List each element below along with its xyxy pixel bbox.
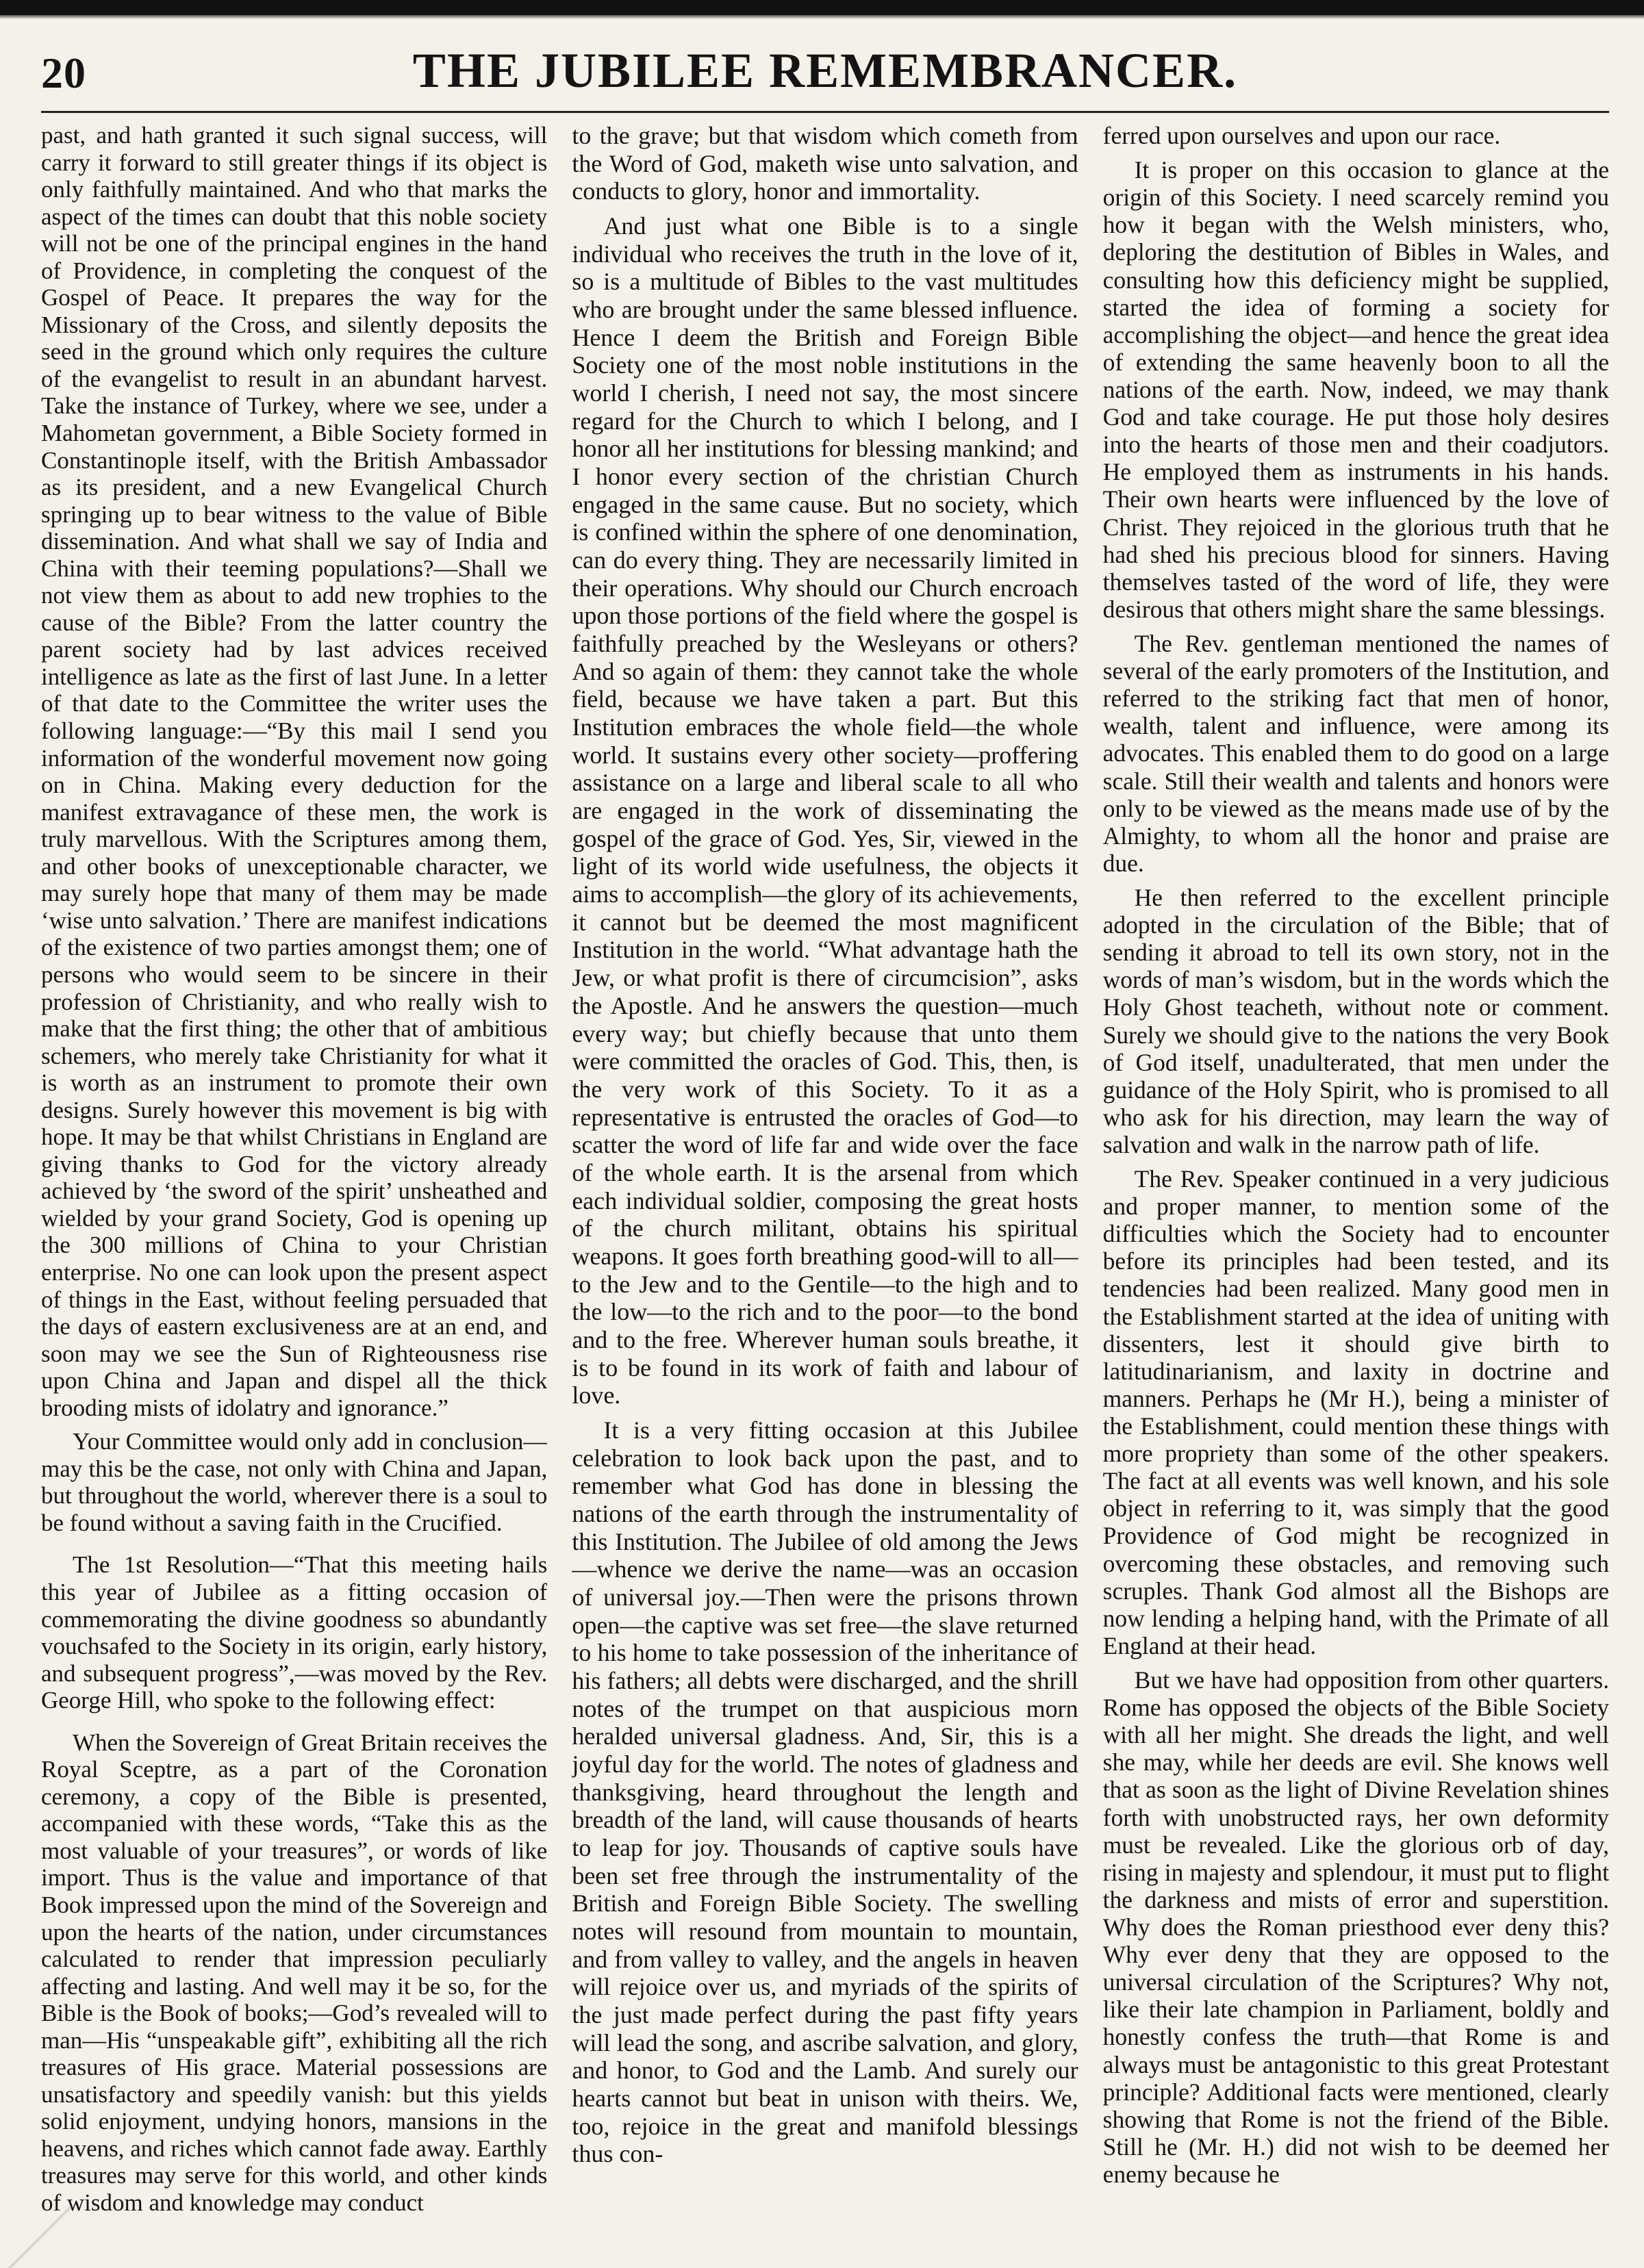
text-column-left: [41, 122, 547, 2230]
paragraph: But we have had opposition from other quarters. Rome has opposed the objects of the Bible Society with all her might. She dreads the light, and well she may, while her deeds are evil. She knows well that as soon as the light of Divine Revelation shines forth with unobstructed rays, her own deformity must be revealed. Like the glorious orb of day, rising in majesty and splendour, it must put to flight the darkness and mists of error and superstition. Why does the Roman priesthood ever deny this? Why ever deny that they are opposed to the universal circulation of the Scriptures? Why not, like their late champion in Parliament, boldly and honestly confess the truth—that Rome is and always must be antagonistic to this great Protestant principle? Additional facts were mentioned, clearly showing that Rome is not the friend of the Bible. Still he (Mr. H.) did not wish to be deemed her enemy because he: [1102, 1666, 1609, 2188]
paragraph: The 1st Resolution—“That this meeting hails this year of Jubilee as a fitting occasion of commemorating the divine goodness so abundantly vouchsafed to the Society in its origin, early history, and subsequent progress”,—was moved by the Rev. George Hill, who spoke to the following effect:: [41, 1551, 548, 1714]
paragraph: ferred upon ourselves and upon our race.: [1102, 122, 1501, 149]
page-number: 20: [41, 49, 86, 97]
paragraph: Your Committee would only add in conclusion—may this be the case, not only with China and Japan, but throughout the world, wherever there is a soul to be found without a saving faith in the Crucified.: [41, 1428, 548, 1536]
paragraph: past, and hath granted it such signal success, will carry it forward to still greater things if its object is only faithfully maintained. And who that marks the aspect of the times can doubt that this noble society will not be one of the principal engines in the hand of Providence, in completing the conquest of the Gospel of Peace. It prepares the way for the Missionary of the Cross, and silently deposits the seed in the ground which only requires the culture of the evangelist to result in an abundant harvest. Take the instance of Turkey, where we see, under a Mahometan government, a Bible Society formed in Constantinople itself, with the British Ambassador as its president, and a new Evangelical Church springing up to bear witness to the value of Bible dissemination. And what shall we say of India and China with their teeming populations?—Shall we not view them as about to add new trophies to the cause of the Bible? From the latter country the parent society had by last advices received intelligence as late as the first of last June. In a letter of that date to the Committee the writer uses the following language:—“By this mail I send you information of the wonderful movement now going on in China. Making every deduction for the manifest extravagance of these men, the work is truly marvellous. With the Scriptures among them, and other books of unexceptionable character, we may surely hope that many of them may be made ‘wise unto salvation.’ There are manifest indications of the existence of two parties amongst them; one of persons who would seem to be sincere in their profession of Christianity, and who really wish to make that the first thing; the other that of ambitious schemers, who merely take Christianity for what it is worth as an instrument to promote their own designs. Surely however this movement is big with hope. It may be that whilst Christians in England are giving thanks to God for the victory already achieved by ‘the sword of the spirit’ unsheathed and wielded by your grand Society, God is opening up the 300 millions of China to your Christian enterprise. No one can look upon the present aspect of things in the East, without feeling persuaded that the days of eastern exclusiveness are at an end, and soon may we see the Sun of Righteousness rise upon China and Japan and dispel all the thick brooding mists of idolatry and ignorance.”: [41, 122, 548, 1421]
paragraph: to the grave; but that wisdom which cometh from the Word of God, maketh wise unto salvation, and conducts to glory, honor and immortality.: [572, 122, 1078, 205]
paragraph: The Rev. gentleman mentioned the names of several of the early promoters of the Institution, and referred to the striking fact that men of honor, wealth, talent and influence, were among its advocates. This enabled them to do good on a large scale. Still their wealth and talents and honors were only to be viewed as the means made use of by the Almighty, to whom all the honor and praise are due.: [1102, 629, 1609, 877]
page-header: [41, 42, 1609, 118]
paragraph: When the Sovereign of Great Britain receives the Royal Sceptre, as a part of the Coronation ceremony, a copy of the Bible is presented, accompanied with these words, “Take this as the most valuable of your treasures”, or words of like import. Thus is the value and importance of that Book impressed upon the mind of the Sovereign and upon the hearts of the nation, under circumstances calculated to render that impression peculiarly affecting and lasting. And well may it be so, for the Bible is the Book of books;—God’s revealed will to man—His “unspeakable gift”, exhibiting all the rich treasures of His grace. Material possessions are unsatisfactory and speedily vanish: but this yields solid enjoyment, undying honors, mansions in the heavens, and riches which cannot fade away. Earthly treasures may serve for this world, and other kinds of wisdom and knowledge may conduct: [41, 1729, 548, 2217]
page-corner-mark: [0, 2206, 82, 2268]
paragraph: It is proper on this occasion to glance at the origin of this Society. I need scarcely remind you how it began with the Welsh ministers, who, deploring the destitution of Bibles in Wales, and consulting how this deficiency might be supplied, started the idea of forming a society for accomplishing the object—and hence the great idea of extending the same heavenly boon to all the nations of the earth. Now, indeed, we may thank God and take courage. He put those holy desires into the hearts of those men and their coadjutors. He employed them as instruments in his hands. Their own hearts were influenced by the love of Christ. They rejoiced in the glorious truth that he had shed his precious blood for sinners. Having themselves tasted of the word of life, they were desirous that others might share the same blessings.: [1102, 156, 1609, 623]
paragraph: He then referred to the excellent principle adopted in the circulation of the Bible; that of sending it abroad to tell its own story, not in the words of man’s wisdom, but in the words which the Holy Ghost teacheth, without note or comment. Surely we should give to the nations the very Book of God itself, unadulterated, that men under the guidance of the Holy Spirit, who is promised to all who ask for his direction, may learn the way of salvation and walk in the narrow path of life.: [1102, 883, 1609, 1158]
text-column-right: [1103, 122, 1609, 2230]
paragraph: The Rev. Speaker continued in a very judicious and proper manner, to mention some of the difficulties which the Society had to encounter before its principles had been tested, and its tendencies had been realized. Many good men in the Establishment started at the idea of uniting with dissenters, lest it should give birth to latitudinarianism, and laxity in doctrine and manners. Perhaps he (Mr H.), being a minister of the Establishment, could mention these things with more propriety than some of the other speakers. The fact at all events was well known, and his sole object in referring to it, was simply that the good Providence of God might be recognized in overcoming these obstacles, and removing such scruples. Thank God almost all the Bishops are now lending a helping hand, with the Primate of all England at their head.: [1102, 1165, 1609, 1659]
article-columns: [41, 122, 1609, 2230]
top-border-rule: [0, 0, 1644, 15]
paragraph: It is a very fitting occasion at this Jubilee celebration to look back upon the past, and to remember what God has done in blessing the nations of the earth through the instrumentality of this Institution. The Jubilee of old among the Jews—whence we derive the name—was an occasion of universal joy.—Then were the prisons thrown open—the captive was set free—the slave returned to his home to take possession of the inheritance of his fathers; all debts were discharged, and the shrill notes of the trumpet on that auspicious morn heralded universal gladness. And, Sir, this is a joyful day for the world. The notes of gladness and thanksgiving, heard throughout the length and breadth of the land, will cause thousands of hearts to leap for joy. Thousands of captive souls have been set free through the instrumentality of the British and Foreign Bible Society. The swelling notes will resound from mountain to mountain, and from valley to valley, and the angels in heaven will rejoice over us, and myriads of the spirits of the just made perfect during the past fifty years will lead the song, and ascribe salvation, and glory, and honor, to God and the Lamb. And surely our hearts cannot but beat in unison with theirs. We, too, rejoice in the great and manifold blessings thus con-: [572, 1416, 1078, 2168]
paragraph: And just what one Bible is to a single individual who receives the truth in the love of it, so is a multitude of Bibles to the vast multitudes who are brought under the same blessed influence. Hence I deem the British and Foreign Bible Society one of the most noble institutions in the world I cherish, I need not say, the most sincere regard for the Church to which I belong, and I honor all her institutions for blessing mankind; and I honor every section of the christian Church engaged in the same cause. But no society, which is confined within the sphere of one denomination, can do every thing. They are necessarily limited in their operations. Why should our Church encroach upon those portions of the field where the gospel is faithfully preached by the Wesleyans or others? And so again of them: they cannot take the whole field, because we have taken a part. But this Institution embraces the whole field—the whole world. It sustains every other society—proffering assistance on a large and liberal scale to all who are engaged in the work of disseminating the gospel of the grace of God. Yes, Sir, viewed in the light of its world wide usefulness, the objects it aims to accomplish—the glory of its achievements, it cannot but be deemed the most magnificent Institution in the world. “What advantage hath the Jew, or what profit is there of circumcision”, asks the Apostle. And he answers the question—much every way; but chiefly because that unto them were committed the oracles of God. This, then, is the very work of this Society. To it as a representative is entrusted the oracles of God—to scatter the word of life far and wide over the face of the whole earth. It is the arsenal from which each individual soldier, composing the great hosts of the church militant, obtains his spiritual weapons. It goes forth breathing good-will to all—to the Jew and to the Gentile—to the high and to the low—to the rich and to the poor—to the bond and to the free. Wherever human souls breathe, it is to be found in its work of faith and labour of love.: [572, 212, 1078, 1410]
running-head: THE JUBILEE REMEMBRANCER.: [412, 43, 1238, 98]
header-divider: [41, 111, 1609, 113]
text-column-middle: [572, 122, 1078, 2230]
